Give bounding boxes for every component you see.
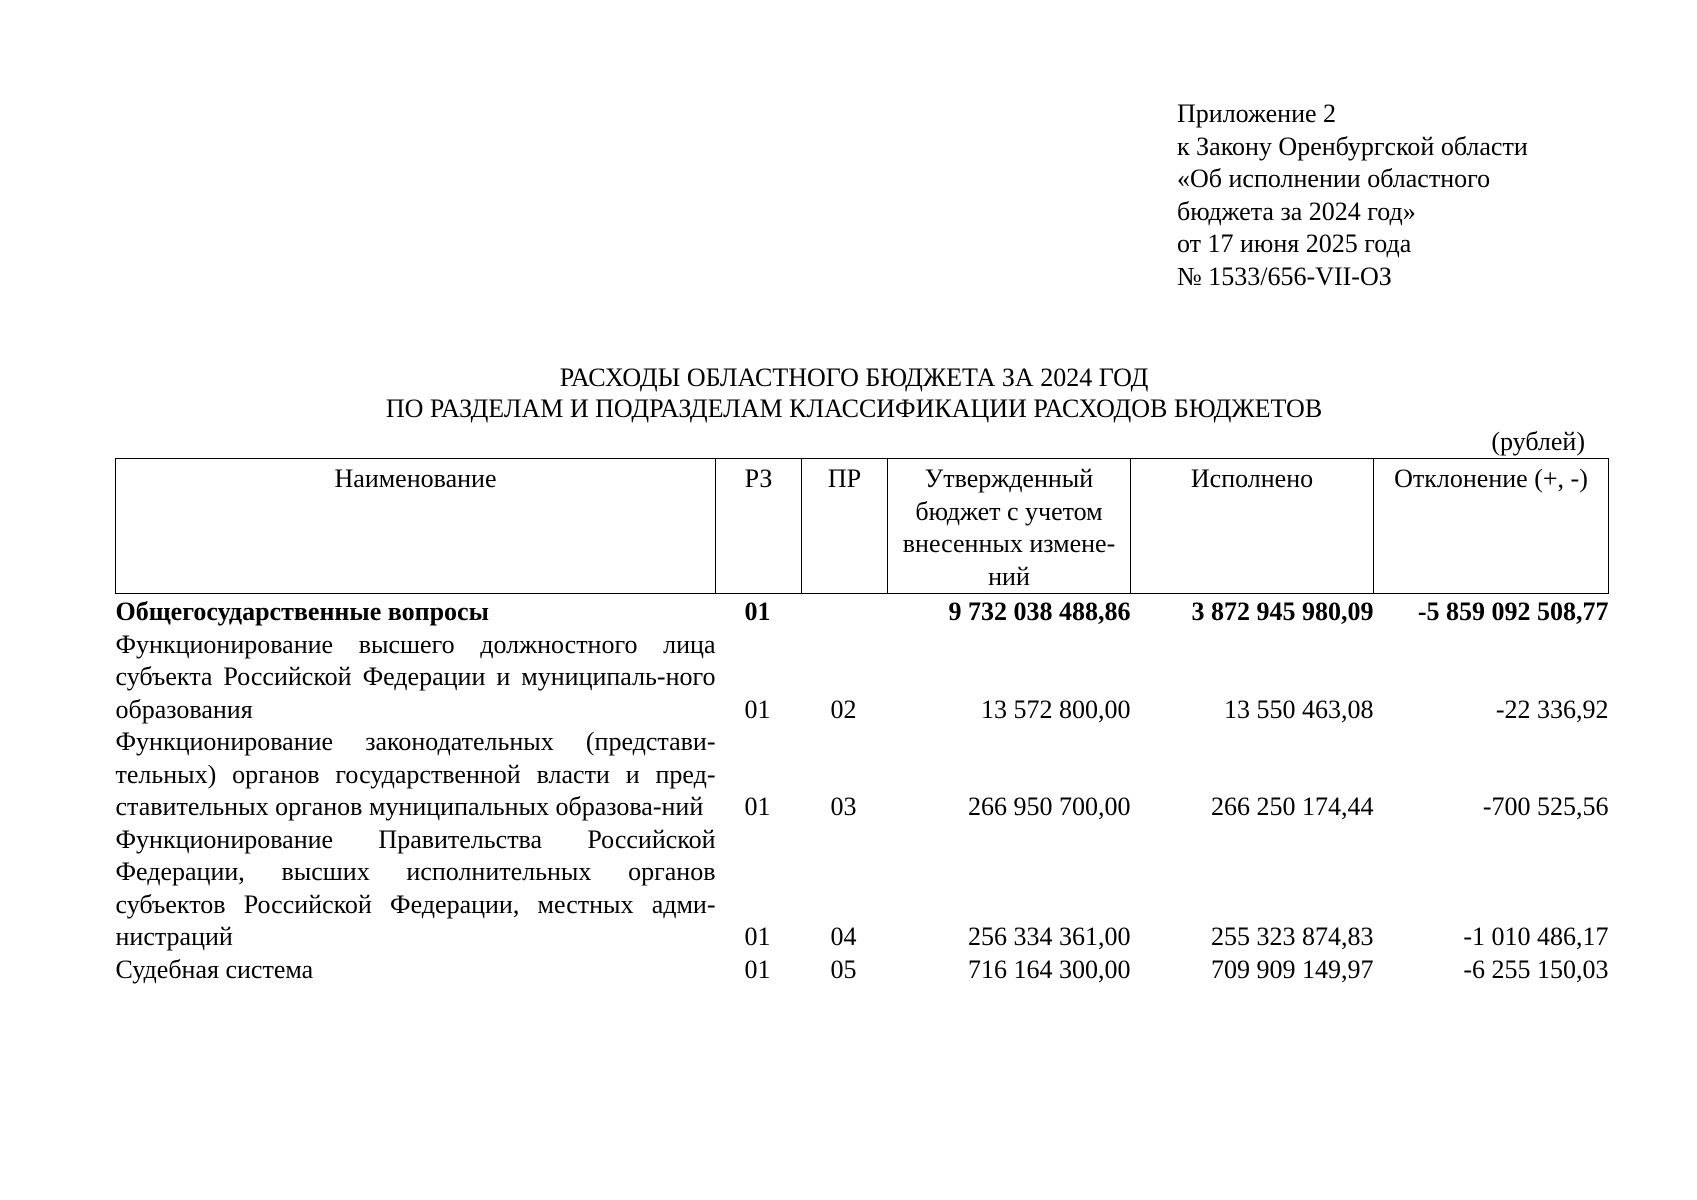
- row-executed: 255 323 874,83: [1211, 922, 1374, 951]
- budget-table: [115, 458, 1609, 986]
- row-approved: 266 950 700,00: [968, 792, 1131, 821]
- row-deviation: -700 525,56: [1482, 792, 1609, 821]
- title-line-1: РАСХОДЫ ОБЛАСТНОГО БЮДЖЕТА ЗА 2024 ГОД: [559, 363, 1149, 392]
- row-executed: 266 250 174,44: [1211, 792, 1374, 821]
- table-row: [116, 824, 1609, 954]
- row-executed: 3 872 945 980,09: [1191, 597, 1374, 626]
- row-name: Судебная система: [115, 954, 314, 984]
- appendix-line: бюджета за 2024 год»: [1177, 196, 1416, 226]
- row-rz: 01: [744, 922, 771, 951]
- table-row-section: [116, 594, 1609, 629]
- table-row: [116, 629, 1609, 727]
- row-rz: 01: [744, 792, 771, 821]
- appendix-line: Приложение 2: [1177, 99, 1337, 128]
- row-deviation: -5 859 092 508,77: [1417, 597, 1609, 626]
- row-pr: [802, 594, 888, 629]
- header-pr: ПР: [802, 459, 888, 594]
- table-row: [116, 954, 1609, 987]
- row-executed: 13 550 463,08: [1224, 694, 1374, 724]
- row-approved: 716 164 300,00: [968, 954, 1131, 984]
- row-pr: 05: [830, 954, 857, 984]
- row-pr: 02: [830, 694, 857, 724]
- document-title: [115, 362, 1593, 424]
- row-approved: 9 732 038 488,86: [948, 597, 1131, 626]
- appendix-line: № 1533/656-VII-ОЗ: [1177, 261, 1392, 291]
- appendix-line: от 17 июня 2025 года: [1177, 229, 1412, 258]
- row-rz: 01: [744, 694, 771, 724]
- title-line-2: ПО РАЗДЕЛАМ И ПОДРАЗДЕЛАМ КЛАССИФИКАЦИИ РАСХОДОВ БЮДЖЕТОВ: [385, 394, 1323, 423]
- appendix-block: [1177, 98, 1528, 293]
- row-rz: 01: [744, 597, 771, 626]
- row-name: Функционирование законодательных (представи-тельных) органов государственной власти и пред-ставительных органов муниципальных образова-ний: [115, 727, 716, 821]
- row-deviation: -22 336,92: [1495, 694, 1609, 724]
- units-label: (рублей): [1491, 427, 1585, 456]
- row-name: Общегосударственные вопросы: [115, 597, 489, 626]
- row-approved: 13 572 800,00: [981, 694, 1131, 724]
- header-deviation: Отклонение (+, -): [1374, 459, 1609, 594]
- header-executed: Исполнено: [1131, 459, 1374, 594]
- appendix-line: «Об исполнении областного: [1177, 164, 1491, 193]
- appendix-line: к Закону Оренбургской области: [1177, 131, 1528, 161]
- row-rz: 01: [744, 954, 771, 984]
- row-executed: 709 909 149,97: [1211, 954, 1374, 984]
- table-header-row: [116, 459, 1609, 594]
- row-pr: 04: [830, 922, 857, 951]
- header-rz: РЗ: [716, 459, 802, 594]
- table-row: [116, 726, 1609, 824]
- header-name: Наименование: [116, 459, 716, 594]
- header-approved: Утвержденный бюджет с учетом внесенных измене-ний: [888, 459, 1131, 594]
- row-deviation: -6 255 150,03: [1463, 954, 1609, 984]
- row-approved: 256 334 361,00: [968, 922, 1131, 951]
- row-name: Функционирование Правительства Российской Федерации, высших исполнительных органов субъектов Российской Федерации, местных адми-нистраций: [115, 824, 716, 951]
- row-pr: 03: [830, 792, 857, 821]
- row-name: Функционирование высшего должностного лица субъекта Российской Федерации и муниципаль-ного образования: [115, 629, 716, 724]
- row-deviation: -1 010 486,17: [1463, 922, 1609, 951]
